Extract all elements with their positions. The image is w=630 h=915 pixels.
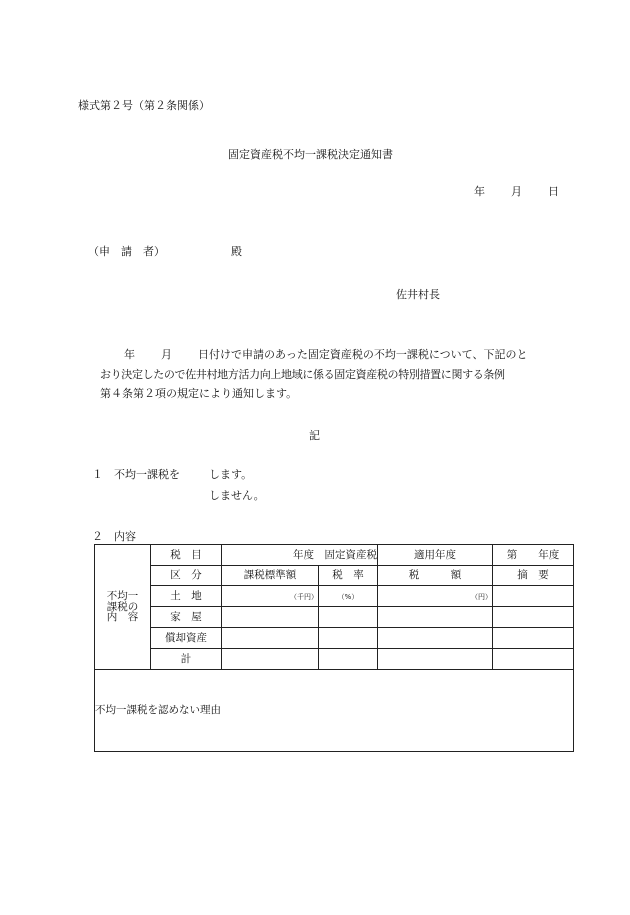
tax-amount-cell: [378, 649, 493, 670]
body-year-label: 年: [124, 348, 135, 361]
tax-item-label: 税 目: [151, 545, 222, 566]
reason-cell: [95, 670, 574, 752]
header-row: [95, 566, 574, 586]
tax-rate-cell: [319, 628, 378, 649]
unit-yen: （円）: [471, 592, 492, 601]
tax-base-cell: [222, 607, 319, 628]
body-line-1-text: 日付けで申請のあった固定資産税の不均一課税について、下記のと: [198, 348, 528, 361]
body-line-2: おり決定したので佐井村地方活力向上地域に係る固定資産税の特別措置に関する条例: [100, 368, 505, 381]
date-day-label: 日: [548, 185, 559, 198]
category-label: 区 分: [151, 566, 222, 586]
remarks-cell: [493, 607, 574, 628]
date-year-label: 年: [474, 185, 485, 198]
date-month-label: 月: [511, 185, 522, 198]
apply-year-label: 適用年度: [378, 545, 493, 566]
issuer-name: 佐井村長: [396, 288, 440, 301]
col-tax-base: 課税標準額: [222, 566, 319, 586]
reason-label: 不均一課税を認めない理由: [95, 704, 221, 717]
applicant-line: [88, 243, 242, 259]
applicant-label: （申 請 者）: [88, 245, 165, 258]
tax-base-cell: [222, 649, 319, 670]
unit-percent: （%）: [337, 592, 359, 601]
remarks-cell: [493, 649, 574, 670]
reason-row: [95, 670, 574, 752]
apply-year-value: 第 年度: [493, 545, 574, 566]
form-number: 様式第２号（第２条関係）: [78, 99, 210, 112]
side-label-line-3: 内 容: [106, 611, 139, 624]
tax-amount-cell: [378, 607, 493, 628]
tax-rate-cell: [319, 649, 378, 670]
item1-option-shimasu: します。: [209, 468, 253, 481]
tax-item-value: 年度 固定資産税: [222, 545, 378, 566]
content-table: [94, 544, 574, 752]
side-label-line-1: 不均一: [106, 590, 139, 603]
remarks-cell: [493, 586, 574, 607]
document-title: 固定資産税不均一課税決定通知書: [228, 148, 393, 161]
unit-yen-cell: [378, 586, 493, 607]
tax-amount-cell: [378, 628, 493, 649]
applicant-honorific: 殿: [231, 245, 242, 258]
table-row: [95, 607, 574, 628]
item1-option-shimasen: しません。: [209, 489, 265, 502]
tax-item-row: [95, 545, 574, 566]
unit-thousand-yen: （千円）: [290, 592, 318, 601]
body-line-1: [124, 346, 527, 362]
tax-base-cell: [222, 628, 319, 649]
row-label-house: 家 屋: [151, 607, 222, 628]
table-row: [95, 586, 574, 607]
body-month-label: 月: [161, 348, 172, 361]
issue-date: [474, 183, 559, 199]
unit-thousand-yen-cell: [222, 586, 319, 607]
body-line-3: 第４条第２項の規定により通知します。: [100, 387, 298, 400]
table-row: [95, 649, 574, 670]
tax-rate-cell: [319, 607, 378, 628]
item2-label: ２ 内容: [92, 530, 136, 543]
col-tax-amount: 税 額: [378, 566, 493, 586]
item1-label: １ 不均一課税を: [92, 468, 180, 481]
row-label-depreciable: 償却資産: [151, 628, 222, 649]
table-row: [95, 628, 574, 649]
row-label-land: 土 地: [151, 586, 222, 607]
unit-percent-cell: [319, 586, 378, 607]
row-label-total: 計: [151, 649, 222, 670]
side-label-cell: [95, 545, 151, 670]
col-remarks: 摘 要: [493, 566, 574, 586]
ki-heading: 記: [309, 429, 320, 442]
remarks-cell: [493, 628, 574, 649]
col-tax-rate: 税 率: [319, 566, 378, 586]
side-label-line-2: 課税の: [106, 600, 139, 613]
